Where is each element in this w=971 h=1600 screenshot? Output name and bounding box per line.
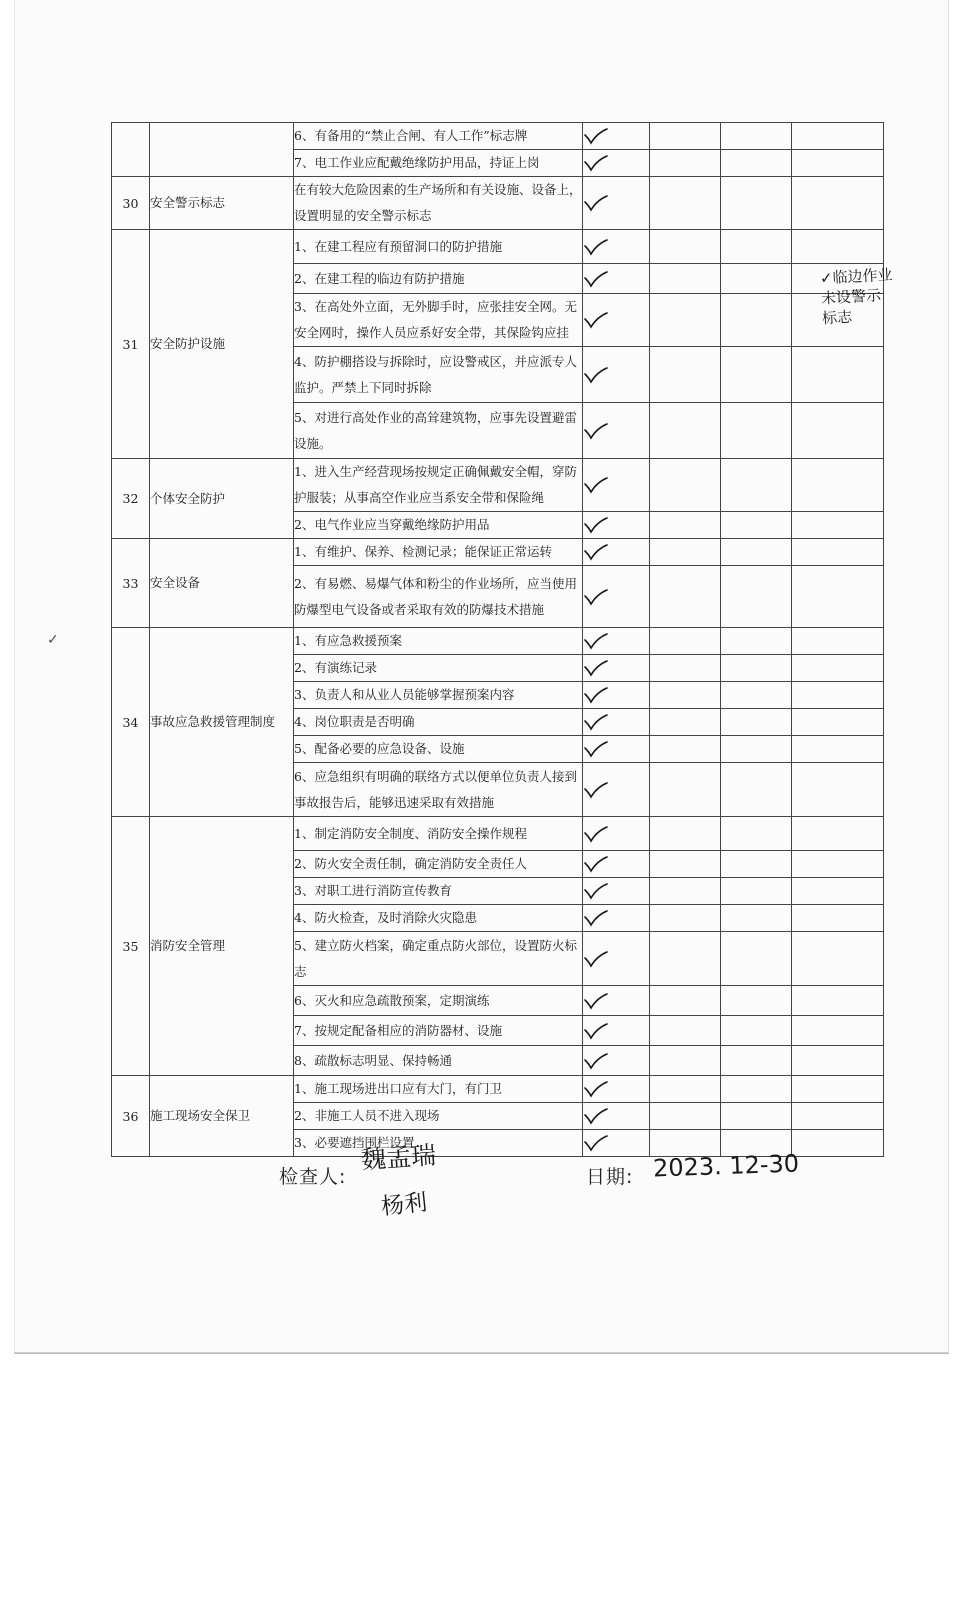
empty-cell (650, 230, 721, 264)
empty-cell (650, 1076, 721, 1103)
table-row (112, 628, 884, 655)
table-row (112, 459, 884, 512)
result-cell (583, 1130, 650, 1157)
empty-cell (792, 878, 884, 905)
checkmark-icon (583, 476, 609, 494)
empty-cell (650, 566, 721, 628)
empty-cell (650, 1103, 721, 1130)
section-number: 34 (112, 628, 150, 817)
check-item: 1、进入生产经营现场按规定正确佩戴安全帽，穿防护服装；从事高空作业应当系安全带和保险绳 (294, 459, 583, 512)
result-cell (583, 628, 650, 655)
stray-pen-mark: ✓ (47, 632, 59, 648)
check-item: 5、对进行高处作业的高耸建筑物，应事先设置避雷设施。 (294, 403, 583, 459)
result-cell (583, 986, 650, 1016)
result-cell (583, 736, 650, 763)
empty-cell (721, 150, 792, 177)
empty-cell (792, 1076, 884, 1103)
empty-cell (650, 628, 721, 655)
empty-cell (650, 905, 721, 932)
section-name: 施工现场安全保卫 (150, 1076, 294, 1157)
result-cell (583, 347, 650, 403)
empty-cell (792, 150, 884, 177)
check-item: 3、负责人和从业人员能够掌握预案内容 (294, 682, 583, 709)
checkmark-icon (583, 713, 609, 731)
empty-cell (721, 736, 792, 763)
empty-cell (792, 566, 884, 628)
empty-cell (650, 512, 721, 539)
table-row (112, 230, 884, 264)
empty-cell (721, 294, 792, 347)
section-name: 事故应急救援管理制度 (150, 628, 294, 817)
empty-cell (792, 905, 884, 932)
result-cell (583, 655, 650, 682)
side-note-line: 未设警示 (820, 286, 882, 308)
empty-cell (721, 878, 792, 905)
empty-cell (721, 264, 792, 294)
empty-cell (792, 1046, 884, 1076)
checkmark-icon (583, 909, 609, 927)
checkmark-icon (583, 950, 609, 968)
empty-cell (650, 177, 721, 230)
check-item: 6、有备用的“禁止合闸、有人工作”标志牌 (294, 123, 583, 150)
empty-cell (721, 512, 792, 539)
empty-cell (650, 459, 721, 512)
checkmark-icon (583, 516, 609, 534)
checkmark-icon (583, 781, 609, 799)
check-item: 2、非施工人员不进入现场 (294, 1103, 583, 1130)
checkmark-icon (583, 238, 609, 256)
section-number (112, 123, 150, 177)
result-cell (583, 763, 650, 817)
check-item: 7、按规定配备相应的消防器材、设施 (294, 1016, 583, 1046)
empty-cell (721, 763, 792, 817)
empty-cell (721, 230, 792, 264)
checkmark-icon (583, 1080, 609, 1098)
empty-cell (792, 230, 884, 264)
empty-cell (650, 347, 721, 403)
empty-cell (650, 655, 721, 682)
result-cell (583, 1076, 650, 1103)
result-cell (583, 539, 650, 566)
result-cell (583, 709, 650, 736)
empty-cell (792, 736, 884, 763)
section-name: 安全设备 (150, 539, 294, 628)
empty-cell (721, 177, 792, 230)
checkmark-icon (583, 686, 609, 704)
checkmark-icon (583, 659, 609, 677)
check-item: 1、有应急救援预案 (294, 628, 583, 655)
empty-cell (792, 709, 884, 736)
result-cell (583, 1016, 650, 1046)
checkmark-icon (583, 1022, 609, 1040)
checkmark-icon (583, 127, 609, 145)
empty-cell (650, 150, 721, 177)
result-cell (583, 932, 650, 986)
checkmark-icon (583, 366, 609, 384)
check-item: 5、配备必要的应急设备、设施 (294, 736, 583, 763)
check-item: 6、灭火和应急疏散预案，定期演练 (294, 986, 583, 1016)
checkmark-icon (583, 154, 609, 172)
empty-cell (792, 932, 884, 986)
empty-cell (721, 628, 792, 655)
table-row (112, 817, 884, 851)
empty-cell (650, 817, 721, 851)
checkmark-icon (583, 825, 609, 843)
empty-cell (650, 932, 721, 986)
section-name: 安全防护设施 (150, 230, 294, 459)
empty-cell (721, 709, 792, 736)
empty-cell (792, 817, 884, 851)
checkmark-icon (583, 588, 609, 606)
empty-cell (792, 1103, 884, 1130)
empty-cell (721, 566, 792, 628)
check-item: 4、防火检查，及时消除火灾隐患 (294, 905, 583, 932)
result-cell (583, 512, 650, 539)
checkmark-icon (583, 1052, 609, 1070)
empty-cell (792, 986, 884, 1016)
empty-cell (650, 986, 721, 1016)
empty-cell (792, 459, 884, 512)
checkmark-icon (583, 740, 609, 758)
empty-cell (792, 1130, 884, 1157)
paper-sheet (14, 0, 949, 1353)
empty-cell (792, 628, 884, 655)
check-item: 5、建立防火档案，确定重点防火部位，设置防火标志 (294, 932, 583, 986)
checkmark-icon (583, 311, 609, 329)
result-cell (583, 566, 650, 628)
checkmark-icon (583, 632, 609, 650)
empty-cell (792, 123, 884, 150)
result-cell (583, 817, 650, 851)
empty-cell (792, 1016, 884, 1046)
table-row (112, 539, 884, 566)
result-cell (583, 1046, 650, 1076)
empty-cell (721, 655, 792, 682)
result-cell (583, 150, 650, 177)
checkmark-icon (583, 1107, 609, 1125)
handwritten-side-note (819, 264, 914, 329)
empty-cell (650, 1016, 721, 1046)
empty-cell (721, 1076, 792, 1103)
check-item: 2、防火安全责任制，确定消防安全责任人 (294, 851, 583, 878)
section-number: 32 (112, 459, 150, 539)
check-item: 在有较大危险因素的生产场所和有关设施、设备上，设置明显的安全警示标志 (294, 177, 583, 230)
table-row (112, 177, 884, 230)
checkmark-icon (583, 855, 609, 873)
result-cell (583, 1103, 650, 1130)
result-cell (583, 230, 650, 264)
result-cell (583, 878, 650, 905)
empty-cell (721, 1103, 792, 1130)
empty-cell (650, 539, 721, 566)
empty-cell (721, 347, 792, 403)
checkmark-icon (583, 270, 609, 288)
result-cell (583, 851, 650, 878)
empty-cell (721, 539, 792, 566)
empty-cell (650, 403, 721, 459)
checkmark-icon (583, 1134, 609, 1152)
section-name (150, 123, 294, 177)
inspector-label: 检查人: (279, 1166, 347, 1188)
section-number: 33 (112, 539, 150, 628)
empty-cell (650, 709, 721, 736)
checkmark-icon (583, 992, 609, 1010)
empty-cell (721, 1046, 792, 1076)
result-cell (583, 294, 650, 347)
check-item: 3、必要遮挡围栏设置 (294, 1130, 583, 1157)
table-row (112, 123, 884, 150)
check-item: 8、疏散标志明显、保持畅通 (294, 1046, 583, 1076)
result-cell (583, 264, 650, 294)
check-item: 2、有易燃、易爆气体和粉尘的作业场所，应当使用防爆型电气设备或者采取有效的防爆技术措施 (294, 566, 583, 628)
empty-cell (721, 932, 792, 986)
date-label: 日期: (586, 1166, 634, 1188)
empty-cell (721, 905, 792, 932)
result-cell (583, 123, 650, 150)
empty-cell (650, 878, 721, 905)
empty-cell (650, 736, 721, 763)
empty-cell (650, 123, 721, 150)
check-item: 4、岗位职责是否明确 (294, 709, 583, 736)
empty-cell (721, 123, 792, 150)
section-number: 35 (112, 817, 150, 1076)
check-item: 2、在建工程的临边有防护措施 (294, 264, 583, 294)
result-cell (583, 177, 650, 230)
empty-cell (792, 682, 884, 709)
check-item: 1、在建工程应有预留洞口的防护措施 (294, 230, 583, 264)
empty-cell (792, 539, 884, 566)
result-cell (583, 682, 650, 709)
check-item: 2、有演练记录 (294, 655, 583, 682)
empty-cell (792, 177, 884, 230)
check-item: 2、电气作业应当穿戴绝缘防护用品 (294, 512, 583, 539)
empty-cell (650, 264, 721, 294)
empty-cell (721, 682, 792, 709)
check-item: 3、在高处外立面，无外脚手时，应张挂安全网。无安全网时，操作人员应系好安全带，其保险钩应挂 (294, 294, 583, 347)
check-item: 1、制定消防安全制度、消防安全操作规程 (294, 817, 583, 851)
inspector-signature-2: 杨利 (380, 1189, 429, 1221)
date-value: 2023. 12-30 (652, 1149, 800, 1183)
empty-cell (650, 682, 721, 709)
empty-cell (721, 1016, 792, 1046)
check-item: 4、防护棚搭设与拆除时，应设警戒区，并应派专人监护。严禁上下同时拆除 (294, 347, 583, 403)
empty-cell (792, 347, 884, 403)
result-cell (583, 403, 650, 459)
empty-cell (792, 655, 884, 682)
empty-cell (721, 851, 792, 878)
empty-cell (650, 294, 721, 347)
check-item: 1、有维护、保养、检测记录；能保证正常运转 (294, 539, 583, 566)
section-name: 消防安全管理 (150, 817, 294, 1076)
empty-cell (792, 403, 884, 459)
empty-cell (650, 851, 721, 878)
empty-cell (721, 986, 792, 1016)
check-item: 3、对职工进行消防宣传教育 (294, 878, 583, 905)
inspection-table (111, 122, 884, 1157)
empty-cell (650, 763, 721, 817)
section-number: 30 (112, 177, 150, 230)
checkmark-icon (583, 543, 609, 561)
empty-cell (721, 403, 792, 459)
checkmark-icon (583, 422, 609, 440)
result-cell (583, 905, 650, 932)
checkmark-icon (583, 194, 609, 212)
section-name: 安全警示标志 (150, 177, 294, 230)
empty-cell (721, 459, 792, 512)
empty-cell (792, 512, 884, 539)
table-row (112, 1076, 884, 1103)
empty-cell (792, 763, 884, 817)
side-note-line: 标志 (821, 307, 853, 328)
empty-cell (792, 851, 884, 878)
section-number: 31 (112, 230, 150, 459)
empty-cell (721, 817, 792, 851)
result-cell (583, 459, 650, 512)
check-item: 1、施工现场进出口应有大门，有门卫 (294, 1076, 583, 1103)
checkmark-icon (583, 882, 609, 900)
section-number: 36 (112, 1076, 150, 1157)
inspector-signature: 魏孟瑞 (360, 1140, 438, 1175)
check-item: 7、电工作业应配戴绝缘防护用品，持证上岗 (294, 150, 583, 177)
side-note-line: ✓临边作业 (819, 265, 893, 288)
section-name: 个体安全防护 (150, 459, 294, 539)
empty-cell (650, 1046, 721, 1076)
check-item: 6、应急组织有明确的联络方式以便单位负责人接到事故报告后，能够迅速采取有效措施 (294, 763, 583, 817)
